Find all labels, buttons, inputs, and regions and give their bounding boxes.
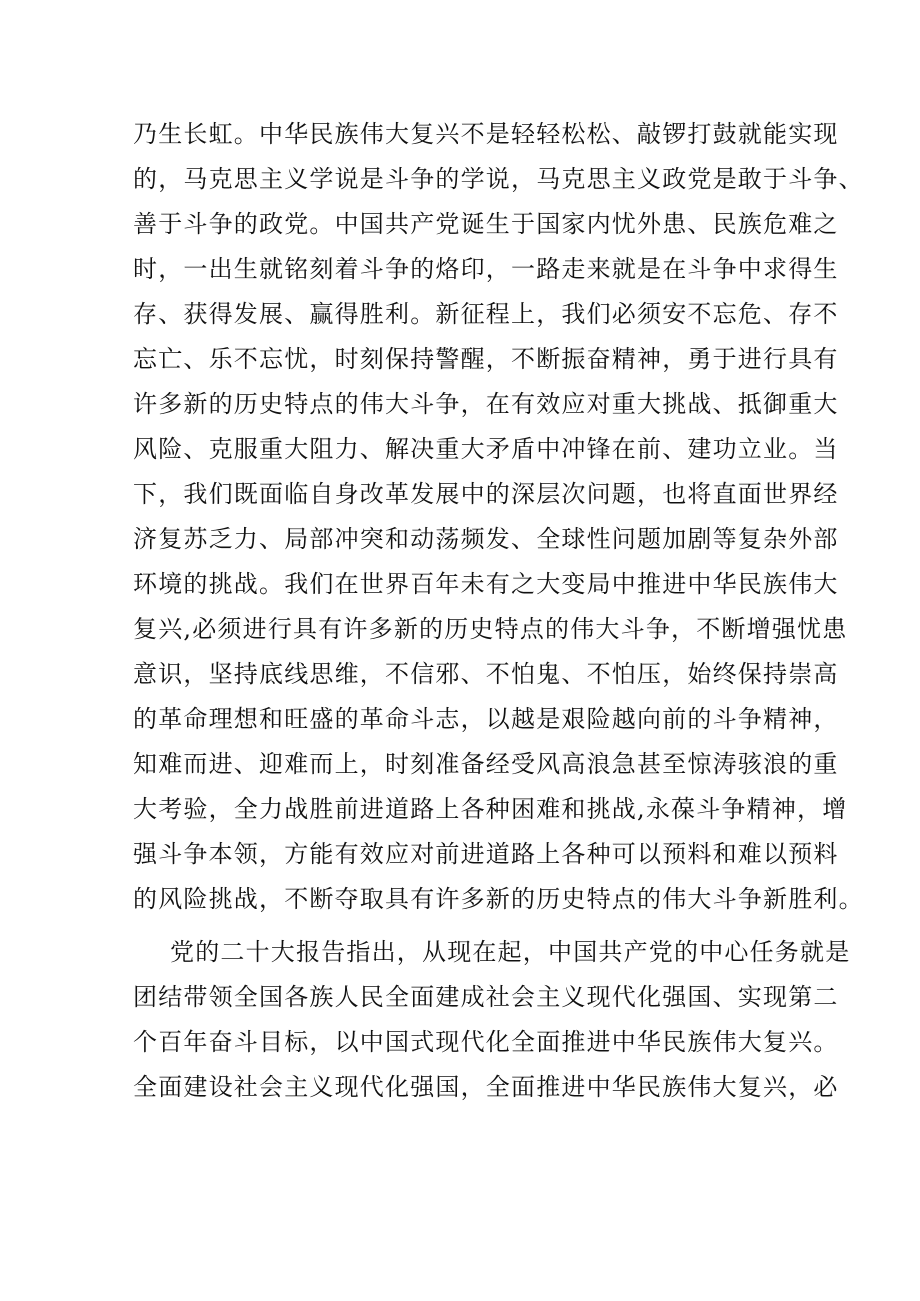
paragraph-line: 环境的挑战。我们在世界百年未有之大变局中推进中华民族伟大 xyxy=(133,570,839,598)
paragraph-line: 团结带领全国各族人民全面建成社会主义现代化强国、实现第二 xyxy=(133,983,839,1011)
paragraph-line: 党的二十大报告指出，从现在起，中国共产党的中心任务就是 xyxy=(170,938,851,966)
paragraph-line: 的风险挑战，不断夺取具有许多新的历史特点的伟大斗争新胜利。 xyxy=(133,885,864,913)
paragraph-line: 善于斗争的政党。中国共产党诞生于国家内忧外患、民族危难之 xyxy=(133,210,839,238)
paragraph-line: 强斗争本领，方能有效应对前进道路上各种可以预料和难以预料 xyxy=(133,840,839,868)
paragraph-line: 大考验，全力战胜前进道路上各种困难和挑战,永葆斗争精神，增 xyxy=(133,795,848,823)
paragraph-line: 知难而进、迎难而上，时刻准备经受风高浪急甚至惊涛骇浪的重 xyxy=(133,750,839,778)
paragraph-line: 全面建设社会主义现代化强国，全面推进中华民族伟大复兴，必 xyxy=(133,1073,839,1101)
paragraph-line: 复兴,必须进行具有许多新的历史特点的伟大斗争，不断增强忧患 xyxy=(133,615,848,643)
paragraph-line: 风险、克服重大阻力、解决重大矛盾中冲锋在前、建功立业。当 xyxy=(133,435,839,463)
paragraph-line: 的，马克思主义学说是斗争的学说，马克思主义政党是敢于斗争、 xyxy=(133,165,864,193)
paragraph-line: 乃生长虹。中华民族伟大复兴不是轻轻松松、敲锣打鼓就能实现 xyxy=(133,120,839,148)
paragraph-line: 许多新的历史特点的伟大斗争，在有效应对重大挑战、抵御重大 xyxy=(133,390,839,418)
paragraph-line: 意识，坚持底线思维，不信邪、不怕鬼、不怕压，始终保持崇高 xyxy=(133,660,839,688)
paragraph-line: 忘亡、乐不忘忧，时刻保持警醒，不断振奋精神，勇于进行具有 xyxy=(133,345,839,373)
paragraph-line: 下，我们既面临自身改革发展中的深层次问题，也将直面世界经 xyxy=(133,480,839,508)
paragraph-line: 的革命理想和旺盛的革命斗志，以越是艰险越向前的斗争精神， xyxy=(133,705,839,733)
paragraph-line: 时，一出生就铭刻着斗争的烙印，一路走来就是在斗争中求得生 xyxy=(133,255,839,283)
paragraph-line: 存、获得发展、赢得胜利。新征程上，我们必须安不忘危、存不 xyxy=(133,300,839,328)
paragraph-line: 济复苏乏力、局部冲突和动荡频发、全球性问题加剧等复杂外部 xyxy=(133,525,839,553)
paragraph-line: 个百年奋斗目标，以中国式现代化全面推进中华民族伟大复兴。 xyxy=(133,1028,839,1056)
